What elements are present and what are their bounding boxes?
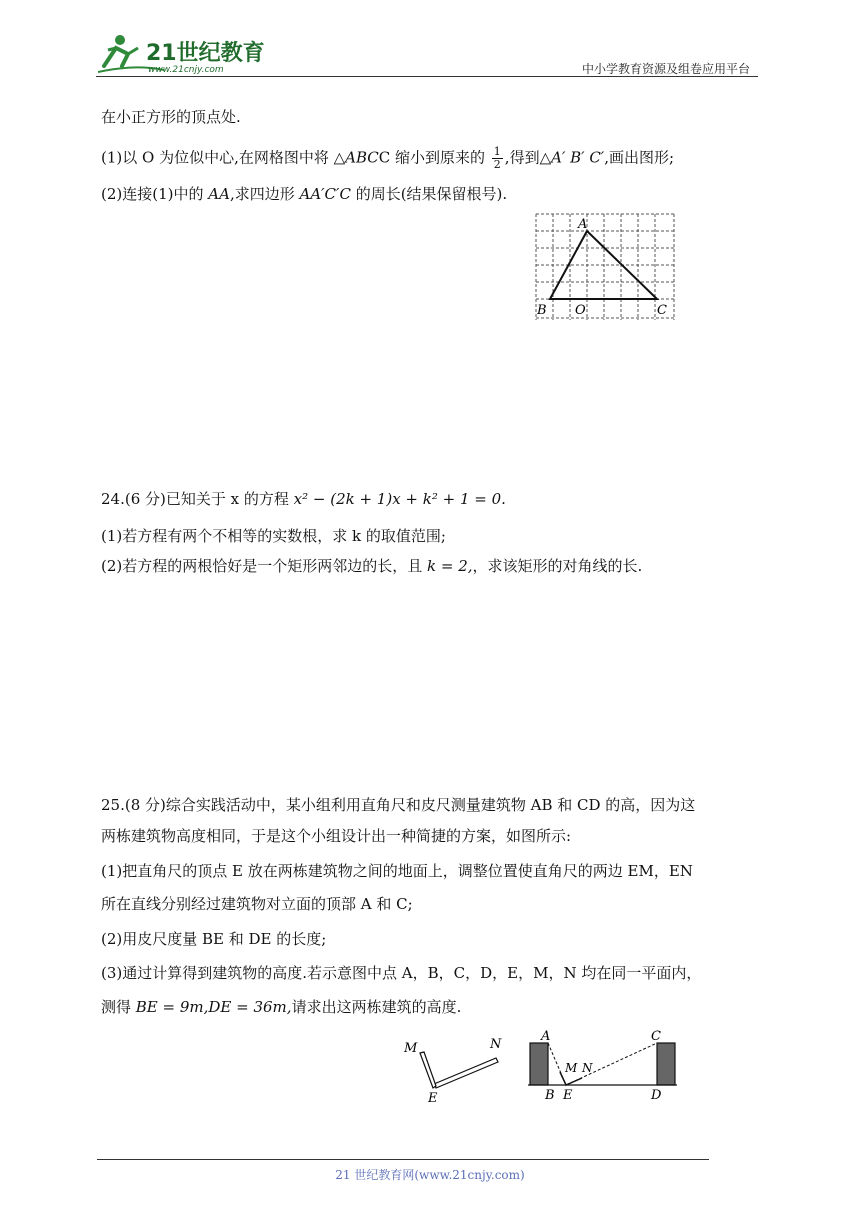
buildings-figure [520, 1026, 690, 1106]
right-angle-ruler-figure [400, 1030, 510, 1106]
label-B: B [537, 303, 547, 318]
building-cd [657, 1043, 675, 1085]
footer-link[interactable]: 21 世纪教育网(www.21cnjy.com) [335, 1168, 525, 1182]
label-N: N [490, 1037, 502, 1052]
footer-divider [97, 1159, 709, 1160]
q24-stem: 24.(6 分)已知关于 x 的方程 x² − (2k + 1)x + k² + 1 = 0. [101, 490, 506, 508]
q25-line2: 两栋建筑物高度相同，于是这个小组设计出一种简捷的方案，如图所示: [101, 827, 572, 845]
header-divider [96, 76, 758, 77]
label-N: N [582, 1061, 593, 1075]
q25-line6: (3)通过计算得到建筑物的高度.若示意图中点 A，B，C，D，E，M，N 均在同一平面内， [101, 964, 702, 982]
building-ab [530, 1043, 548, 1085]
label-C: C [651, 1029, 661, 1044]
q25-line1: 25.(8 分)综合实践活动中，某小组利用直角尺和皮尺测量建筑物 AB 和 CD 的高，因为这 [101, 796, 696, 814]
label-A: A [578, 217, 588, 232]
q25-line3: (1)把直角尺的顶点 E 放在两栋建筑物之间的地面上，调整位置使直角尺的两边 EM，EN [101, 862, 693, 880]
half-fraction: $\frac{1}{2}$ [493, 145, 501, 171]
q24-part2: (2)若方程的两根恰好是一个矩形两邻边的长，且 k = 2,，求该矩形的对角线的长. [101, 557, 643, 575]
header-platform-text: 中小学教育资源及组卷应用平台 [582, 62, 751, 76]
logo-url: www.21cnjy.com [148, 65, 224, 75]
label-A: A [541, 1029, 551, 1044]
grid-lines [536, 214, 676, 320]
label-D: D [651, 1088, 662, 1103]
label-M: M [565, 1061, 578, 1075]
q25-line4: 所在直线分别经过建筑物对立面的顶部 A 和 C; [101, 895, 413, 913]
site-logo [94, 30, 264, 76]
label-O: O [575, 303, 586, 318]
q25-line5: (2)用皮尺度量 BE 和 DE 的长度; [101, 930, 327, 948]
label-M: M [404, 1041, 418, 1056]
label-C: C [657, 303, 667, 318]
q23-line0: 在小正方形的顶点处. [101, 108, 241, 126]
q24-part1: (1)若方程有两个不相等的实数根，求 k 的取值范围; [101, 527, 446, 545]
q23-part2: (2)连接(1)中的 AA,求四边形 AA′C′C 的周长(结果保留根号). [101, 185, 508, 203]
label-E: E [428, 1091, 438, 1106]
logo-text: 21世纪教育 [146, 41, 264, 66]
label-B: B [545, 1088, 555, 1103]
label-E: E [563, 1088, 573, 1103]
q23-part1: (1)以 O 为位似中心,在网格图中将 △ABCC 缩小到原来的 $\frac{1}{2}$ ,得到△A′ B′ C′,画出图形; [101, 145, 675, 171]
q25-line7: 测得 BE = 9m,DE = 36m,请求出这两栋建筑的高度. [101, 998, 462, 1016]
grid-triangle-figure [528, 210, 680, 326]
